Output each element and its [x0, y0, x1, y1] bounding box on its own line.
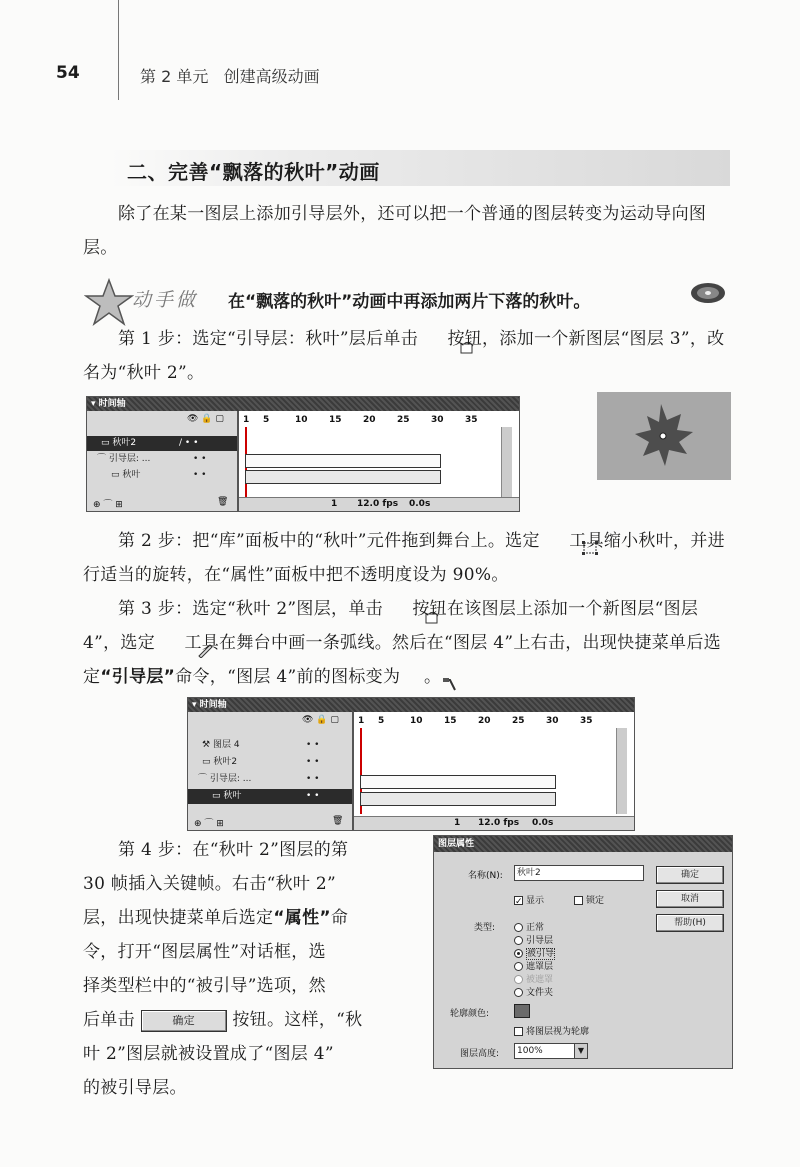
layer-row[interactable] — [188, 772, 352, 787]
step4-line: 的被引导层。 — [83, 1078, 187, 1098]
layer-row[interactable] — [188, 789, 352, 804]
step4-paragraph — [83, 833, 408, 1105]
layer-icon: ▭ — [212, 791, 221, 801]
outline-color-swatch[interactable] — [514, 1004, 530, 1018]
timeline-panel-2 — [187, 697, 635, 831]
frame-number: 20 — [478, 716, 491, 726]
layer-properties-dialog — [433, 835, 733, 1069]
type-radio-mask[interactable] — [514, 959, 553, 972]
pencil-icon — [161, 636, 179, 652]
layer-icon: ▭ — [111, 470, 120, 480]
status-fps: 12.0 fps — [478, 818, 520, 828]
layer-dots: • • — [306, 791, 320, 801]
type-option-label: 正常 — [526, 923, 545, 933]
layer-header-icons: 👁 🔒 ▢ — [302, 715, 339, 725]
free-transform-icon — [546, 534, 564, 550]
frame-number: 15 — [444, 716, 457, 726]
step2-text-after: 工具缩小秋叶，并进行适当的旋转，在“属性”面板中把不透明度设为 90%。 — [83, 531, 725, 585]
layer-dots: • • — [193, 470, 207, 480]
layer-name: 秋叶2 — [213, 757, 238, 767]
frame-number: 20 — [363, 415, 376, 425]
inline-ok-button[interactable]: 确定 — [141, 1010, 227, 1032]
frame-number: 35 — [465, 415, 478, 425]
step3-text: 第 3 步：选定“秋叶 2”图层，单击 — [118, 599, 383, 619]
type-radio-guided[interactable] — [514, 946, 555, 959]
step4-text: 层，出现快捷菜单后选定 — [83, 908, 274, 928]
tween-span — [360, 792, 556, 806]
type-label: 类型: — [474, 923, 496, 933]
timeline-status-bar — [354, 816, 634, 831]
height-value: 100% — [517, 1046, 543, 1056]
step3-text: “图层 4”，选定 — [83, 599, 699, 653]
tween-span — [360, 775, 556, 789]
unit-title: 第 2 单元 创建高级动画 — [140, 67, 320, 86]
type-option-label: 遮罩层 — [526, 962, 554, 972]
frame-ruler — [354, 716, 624, 728]
frame-ruler — [239, 415, 509, 427]
maple-leaf-image — [597, 392, 731, 480]
guide-layer-icon: ⌒ — [97, 454, 107, 464]
chevron-down-icon: ▼ — [574, 1044, 587, 1058]
step3-text: 命令，“图层 4”前的图标变为 — [175, 667, 401, 687]
step4-text: 后单击 — [83, 1010, 135, 1030]
section-title: 二、完善“飘落的秋叶”动画 — [127, 160, 380, 184]
cd-icon — [690, 282, 726, 304]
intro-paragraph: 除了在某一图层上添加引导层外，还可以把一个普通的图层转变为运动导向图层。 — [83, 204, 707, 258]
step4-line: 叶 2”图层就被设置成了“图层 4” — [83, 1044, 334, 1064]
layer-name: 引导层: ... — [209, 774, 252, 784]
name-label: 名称(N): — [468, 871, 503, 881]
height-select[interactable] — [514, 1043, 588, 1059]
layer-column — [188, 712, 354, 830]
layer-dots: • • — [306, 757, 320, 767]
layer-dots: • • — [306, 740, 320, 750]
frame-number: 10 — [410, 716, 423, 726]
tween-span — [245, 454, 441, 468]
lock-label: 锁定 — [586, 896, 605, 906]
add-layer-icon — [424, 333, 442, 347]
step4-text: 按钮。这样，“秋 — [232, 1010, 363, 1030]
step4-line: 择类型栏中的“被引导”选项，然 — [83, 976, 326, 996]
type-option-label: 文件夹 — [526, 988, 554, 998]
frame-number: 5 — [378, 716, 385, 726]
activity-badge: 动手做 — [132, 289, 199, 311]
header-divider — [118, 0, 119, 100]
frame-number: 1 — [243, 415, 250, 425]
frames-scrollbar[interactable] — [501, 427, 512, 497]
status-time: 0.0s — [532, 818, 554, 828]
activity-title: 在“飘落的秋叶”动画中再添加两片下落的秋叶。 — [228, 292, 591, 312]
frames-area — [354, 712, 634, 830]
guide-hammer-icon — [406, 670, 424, 686]
step3-text: 现快捷菜单后选定 — [83, 633, 721, 687]
step1-text-before: 第 1 步：选定“引导层：秋叶”层后单击 — [118, 329, 419, 349]
layer-icon: ▭ — [101, 438, 110, 448]
layer-row[interactable] — [188, 755, 352, 770]
show-label: 显示 — [526, 896, 545, 906]
step4-bold-command: “属性” — [273, 908, 331, 928]
frame-number: 35 — [580, 716, 593, 726]
frame-number: 30 — [431, 415, 444, 425]
add-layer-icon — [389, 603, 407, 617]
guide-hammer-icon: ⚒ — [202, 740, 211, 750]
step3-text: 按钮在该图层上添加一个新图层 — [412, 599, 655, 619]
step4-line: 第 4 步：在“秋叶 2”图层的第 — [118, 840, 349, 860]
layer-header-icons: 👁 🔒 ▢ — [187, 414, 224, 424]
timeline-panel-1 — [86, 396, 520, 512]
guide-layer-icon: ⌒ — [198, 774, 208, 784]
dialog-help-button[interactable]: 帮助(H) — [656, 914, 724, 932]
step4-line: 令，打开“图层属性”对话框，选 — [83, 942, 326, 962]
page-number: 54 — [56, 63, 80, 83]
step4-line: 30 帧插入关键帧。右击“秋叶 2” — [83, 874, 337, 894]
layer-name: 图层 4 — [212, 740, 240, 750]
name-input[interactable]: 秋叶2 — [514, 865, 644, 881]
frame-number: 25 — [512, 716, 525, 726]
status-frame: 1 — [331, 499, 338, 509]
timeline-title: ▾ 时间轴 — [87, 397, 519, 411]
frame-number: 15 — [329, 415, 342, 425]
step1-text-after: 按钮，添加一个新图层“图层 3”，改名为“秋叶 2”。 — [83, 329, 725, 383]
layer-footer-icons: ⊕ ⌒ ⊞ 🗑 — [93, 497, 229, 510]
layer-dots: / • • — [179, 438, 199, 448]
type-option-label: 被遮罩 — [526, 975, 554, 985]
step4-line — [83, 901, 408, 935]
frames-area — [239, 411, 519, 511]
timeline-title: ▾ 时间轴 — [188, 698, 634, 712]
layer-row[interactable] — [87, 436, 237, 451]
type-option-label: 引导层 — [526, 936, 554, 946]
lock-checkbox[interactable] — [574, 893, 604, 906]
layer-name: 秋叶 — [122, 470, 141, 480]
type-option-label: 被引导 — [527, 949, 555, 959]
layer-icon: ▭ — [202, 757, 211, 767]
step3-bold-command: “引导层” — [100, 667, 176, 687]
show-checkbox[interactable]: ✓ 显示 — [515, 896, 545, 907]
outline-color-label: 轮廓颜色: — [450, 1009, 490, 1019]
frame-number: 1 — [358, 716, 365, 726]
layer-footer-icons: ⊕ ⌒ ⊞ 🗑 — [194, 816, 344, 829]
layer-row[interactable] — [87, 468, 237, 483]
type-radio-masked — [514, 972, 553, 985]
frame-number: 25 — [397, 415, 410, 425]
layer-dots: • • — [306, 774, 320, 784]
status-frame: 1 — [454, 818, 461, 828]
status-time: 0.0s — [409, 499, 431, 509]
tween-span — [245, 470, 441, 484]
type-radio-guide[interactable] — [514, 933, 553, 946]
frames-scrollbar[interactable] — [616, 728, 627, 814]
status-fps: 12.0 fps — [357, 499, 399, 509]
step3-paragraph — [83, 592, 733, 694]
layer-name: 引导层: ... — [108, 454, 151, 464]
dialog-title: 图层属性 — [434, 836, 732, 852]
timeline-status-bar — [239, 497, 519, 512]
dialog-cancel-button[interactable]: 取消 — [656, 890, 724, 908]
layer-row[interactable] — [87, 452, 237, 467]
frame-number: 5 — [263, 415, 270, 425]
layer-name: 秋叶2 — [112, 438, 137, 448]
layer-dots: • • — [193, 454, 207, 464]
frame-number: 10 — [295, 415, 308, 425]
height-label: 图层高度: — [460, 1049, 500, 1059]
star-icon — [84, 278, 134, 328]
step4-text: 命 — [330, 908, 349, 928]
step3-text: 。 — [424, 667, 442, 687]
layer-column — [87, 411, 239, 511]
step3-text: 工具在舞台中画一条弧线。然后在“图层 4”上右击，出 — [184, 633, 600, 653]
type-radio-normal[interactable] — [514, 920, 544, 933]
stage-preview — [597, 392, 731, 480]
dialog-ok-button[interactable]: 确定 — [656, 866, 724, 884]
layer-row[interactable] — [188, 738, 352, 753]
step2-text-before: 第 2 步：把“库”面板中的“秋叶”元件拖到舞台上。选定 — [118, 531, 540, 551]
step2-paragraph — [83, 524, 733, 592]
layer-name: 秋叶 — [223, 791, 242, 801]
outline-check-label: 将图层视为轮廓 — [526, 1027, 590, 1037]
outline-checkbox[interactable] — [514, 1024, 589, 1037]
step4-line — [83, 1003, 408, 1037]
type-radio-folder[interactable] — [514, 985, 553, 998]
frame-number: 30 — [546, 716, 559, 726]
step1-paragraph — [83, 322, 733, 390]
